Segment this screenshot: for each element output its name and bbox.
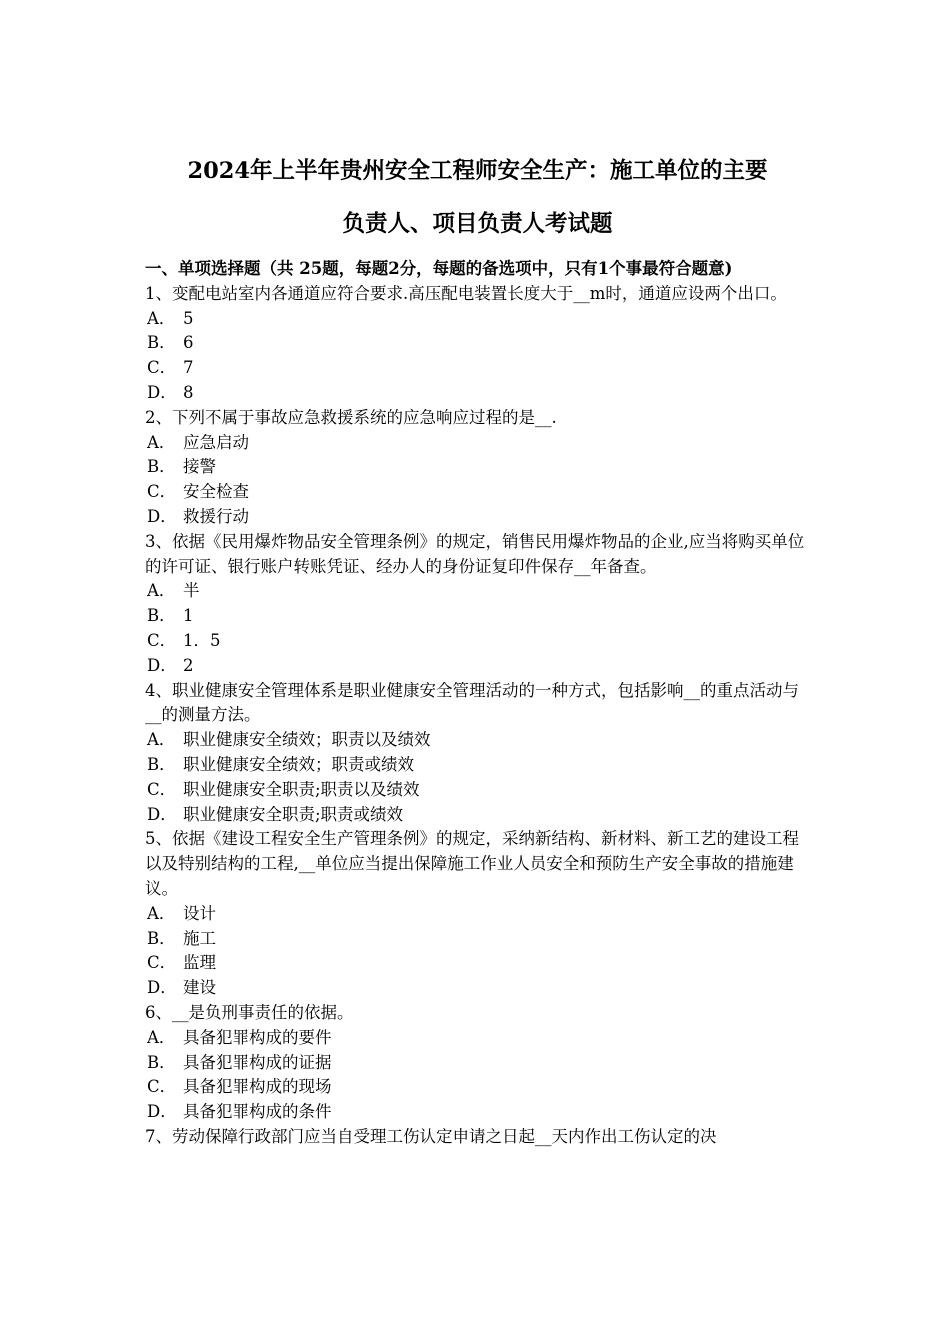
answer-option (145, 505, 810, 530)
answer-option (145, 381, 810, 406)
answer-option (145, 431, 810, 456)
section-heading: 一、单项选择题（共 25题，每题2分，每题的备选项中，只有1个事最符合题意) (145, 259, 733, 278)
option-letter: D． (147, 382, 177, 402)
option-letter: B． (147, 754, 176, 774)
option-text: 1．5 (183, 630, 221, 650)
option-letter: A． (147, 903, 176, 923)
option-letter: D． (147, 1102, 177, 1122)
option-text: 具备犯罪构成的现场 (183, 1077, 332, 1097)
document-page (145, 145, 810, 1150)
option-text: 具备犯罪构成的证据 (183, 1052, 332, 1072)
answer-option (145, 753, 810, 778)
option-text: 具备犯罪构成的条件 (183, 1102, 332, 1122)
option-letter: B． (147, 928, 176, 948)
question-stem: 4、职业健康安全管理体系是职业健康安全管理活动的一种方式，包括影响__的重点活动与__的测量方法。 (145, 680, 799, 725)
option-letter: D． (147, 506, 177, 526)
option-text: 7 (183, 358, 194, 378)
answer-option (145, 307, 810, 332)
answer-option (145, 629, 810, 654)
question-stem: 7、劳动保障行政部门应当自受理工伤认定申请之日起__天内作出工伤认定的决 (145, 1126, 717, 1146)
answer-option (145, 1075, 810, 1100)
option-text: 应急启动 (183, 432, 249, 452)
question-stem: 6、__是负刑事责任的依据。 (145, 1002, 354, 1022)
option-letter: C． (147, 953, 177, 973)
question-stem: 2、下列不属于事故应急救援系统的应急响应过程的是__. (145, 407, 557, 427)
option-text: 职业健康安全绩效；职责以及绩效 (183, 730, 431, 750)
answer-option (145, 1051, 810, 1076)
option-text: 2 (183, 655, 194, 675)
question-stem: 5、依据《建设工程安全生产管理条例》的规定，采纳新结构、新材料、新工艺的建设工程以及特别结构的工程,__单位应当提出保障施工作业人员安全和预防生产安全事故的措施建议。 (145, 829, 799, 898)
answer-option (145, 455, 810, 480)
option-letter: A． (147, 432, 176, 452)
option-letter: A． (147, 308, 176, 328)
answer-option (145, 728, 810, 753)
option-text: 施工 (183, 928, 216, 948)
answer-option (145, 579, 810, 604)
option-letter: C． (147, 779, 177, 799)
question-stem: 3、依据《民用爆炸物品安全管理条例》的规定，销售民用爆炸物品的企业,应当将购买单位的许可证、银行账户转账凭证、经办人的身份证复印件保存__年备查。 (145, 531, 805, 576)
option-letter: D． (147, 804, 177, 824)
option-letter: C． (147, 1077, 177, 1097)
answer-option (145, 902, 810, 927)
option-text: 5 (183, 308, 194, 328)
option-letter: B． (147, 457, 176, 477)
option-text: 监理 (183, 953, 216, 973)
answer-option (145, 927, 810, 952)
answer-option (145, 976, 810, 1001)
answer-option (145, 654, 810, 679)
option-letter: A． (147, 730, 176, 750)
option-letter: D． (147, 655, 177, 675)
option-letter: A． (147, 581, 176, 601)
option-text: 具备犯罪构成的要件 (183, 1027, 332, 1047)
option-text: 1 (183, 606, 194, 626)
question-list (145, 282, 810, 1150)
option-letter: B． (147, 606, 176, 626)
option-letter: C． (147, 358, 177, 378)
option-text: 救援行动 (183, 506, 249, 526)
option-letter: A． (147, 1027, 176, 1047)
option-text: 6 (183, 333, 194, 353)
option-text: 设计 (183, 903, 216, 923)
option-text: 职业健康安全绩效；职责或绩效 (183, 754, 414, 774)
document-title-line-1: 2024年上半年贵州安全工程师安全生产：施工单位的主要 (187, 158, 768, 184)
answer-option (145, 480, 810, 505)
answer-option (145, 356, 810, 381)
answer-option (145, 1100, 810, 1125)
option-text: 8 (183, 382, 194, 402)
option-text: 职业健康安全职责;职责或绩效 (183, 804, 404, 824)
option-text: 安全检查 (183, 482, 249, 502)
answer-option (145, 1026, 810, 1051)
answer-option (145, 331, 810, 356)
question-stem: 1、变配电站室内各通道应符合要求.高压配电装置长度大于__m时，通道应设两个出口。 (145, 283, 787, 303)
option-letter: B． (147, 333, 176, 353)
option-text: 半 (183, 581, 200, 601)
option-letter: D． (147, 978, 177, 998)
option-letter: C． (147, 482, 177, 502)
option-text: 建设 (183, 978, 216, 998)
answer-option (145, 803, 810, 828)
option-text: 职业健康安全职责;职责以及绩效 (183, 779, 420, 799)
option-text: 接警 (183, 457, 216, 477)
option-letter: B． (147, 1052, 176, 1072)
document-title-line-2: 负责人、项目负责人考试题 (342, 211, 613, 237)
answer-option (145, 778, 810, 803)
option-letter: C． (147, 630, 177, 650)
answer-option (145, 951, 810, 976)
answer-option (145, 604, 810, 629)
